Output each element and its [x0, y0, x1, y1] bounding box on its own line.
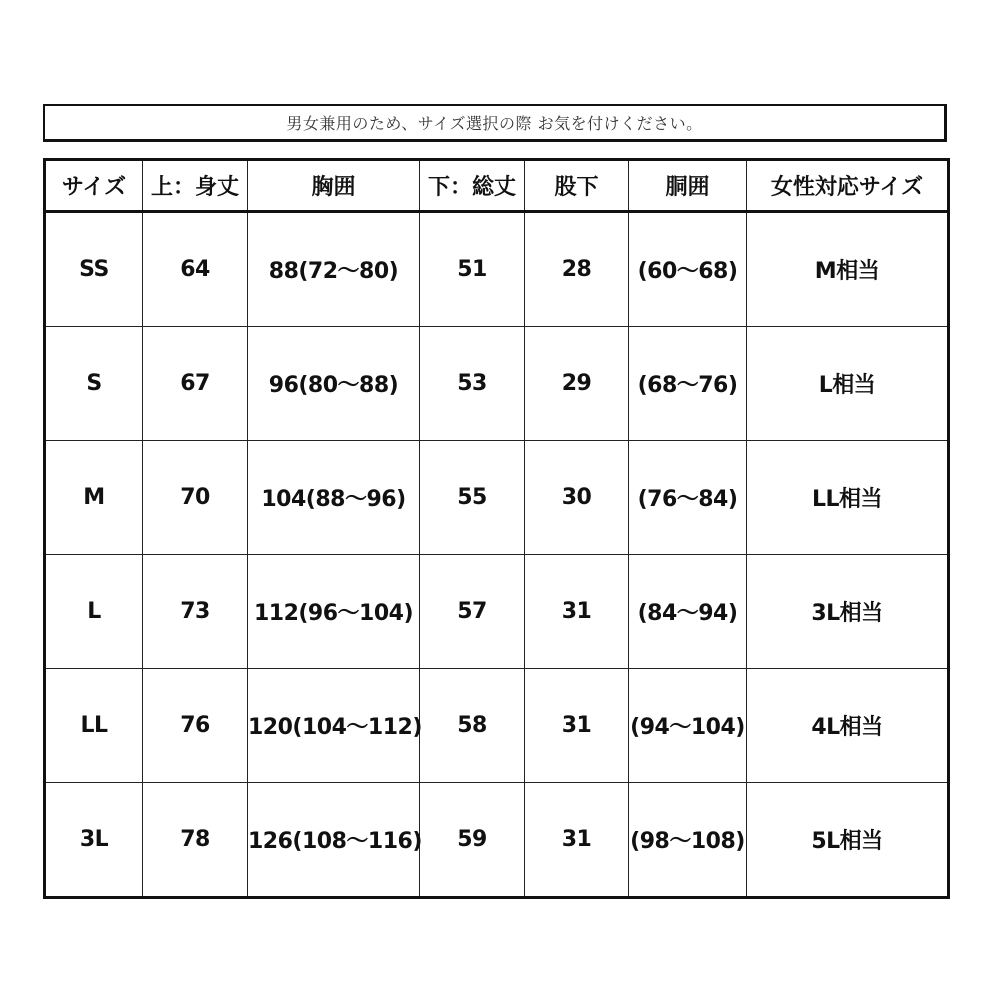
cell-inseam: 31: [525, 555, 629, 669]
cell-bottom-length: 55: [420, 441, 525, 555]
cell-size: M: [45, 441, 143, 555]
cell-inseam: 28: [525, 212, 629, 327]
header-bottom-length: 下：総丈: [420, 160, 525, 212]
header-waist: 胴囲: [629, 160, 747, 212]
cell-womens-size: 5L相当: [747, 783, 949, 898]
cell-size: LL: [45, 669, 143, 783]
cell-womens-size: L相当: [747, 327, 949, 441]
header-size: サイズ: [45, 160, 143, 212]
header-row: [45, 160, 949, 212]
header-top-length: 上：身丈: [143, 160, 248, 212]
cell-waist: (76〜84): [629, 441, 747, 555]
table-row: [45, 441, 949, 555]
cell-top-length: 64: [143, 212, 248, 327]
cell-bottom-length: 53: [420, 327, 525, 441]
cell-top-length: 70: [143, 441, 248, 555]
cell-inseam: 31: [525, 669, 629, 783]
cell-inseam: 29: [525, 327, 629, 441]
cell-top-length: 67: [143, 327, 248, 441]
cell-womens-size: 4L相当: [747, 669, 949, 783]
cell-waist: (94〜104): [629, 669, 747, 783]
table-row: [45, 555, 949, 669]
cell-womens-size: LL相当: [747, 441, 949, 555]
cell-chest: 96(80〜88): [248, 327, 420, 441]
table-row: [45, 669, 949, 783]
cell-waist: (68〜76): [629, 327, 747, 441]
cell-womens-size: 3L相当: [747, 555, 949, 669]
cell-inseam: 31: [525, 783, 629, 898]
cell-waist: (60〜68): [629, 212, 747, 327]
cell-womens-size: M相当: [747, 212, 949, 327]
cell-size: 3L: [45, 783, 143, 898]
cell-bottom-length: 57: [420, 555, 525, 669]
header-womens-size: 女性対応サイズ: [747, 160, 949, 212]
cell-waist: (98〜108): [629, 783, 747, 898]
cell-chest: 104(88〜96): [248, 441, 420, 555]
cell-bottom-length: 51: [420, 212, 525, 327]
header-chest: 胸囲: [248, 160, 420, 212]
cell-top-length: 73: [143, 555, 248, 669]
notice-text: 男女兼用のため、サイズ選択の際 お気を付けください。: [286, 114, 703, 133]
table-row: [45, 212, 949, 327]
cell-chest: 120(104〜112): [248, 669, 420, 783]
unisex-size-notice: [43, 104, 947, 142]
cell-size: S: [45, 327, 143, 441]
cell-top-length: 78: [143, 783, 248, 898]
table-row: [45, 327, 949, 441]
cell-size: L: [45, 555, 143, 669]
cell-bottom-length: 58: [420, 669, 525, 783]
cell-top-length: 76: [143, 669, 248, 783]
table-row: [45, 783, 949, 898]
cell-chest: 126(108〜116): [248, 783, 420, 898]
cell-chest: 112(96〜104): [248, 555, 420, 669]
size-chart-table: [43, 158, 950, 899]
cell-bottom-length: 59: [420, 783, 525, 898]
cell-size: SS: [45, 212, 143, 327]
header-inseam: 股下: [525, 160, 629, 212]
cell-chest: 88(72〜80): [248, 212, 420, 327]
cell-waist: (84〜94): [629, 555, 747, 669]
cell-inseam: 30: [525, 441, 629, 555]
